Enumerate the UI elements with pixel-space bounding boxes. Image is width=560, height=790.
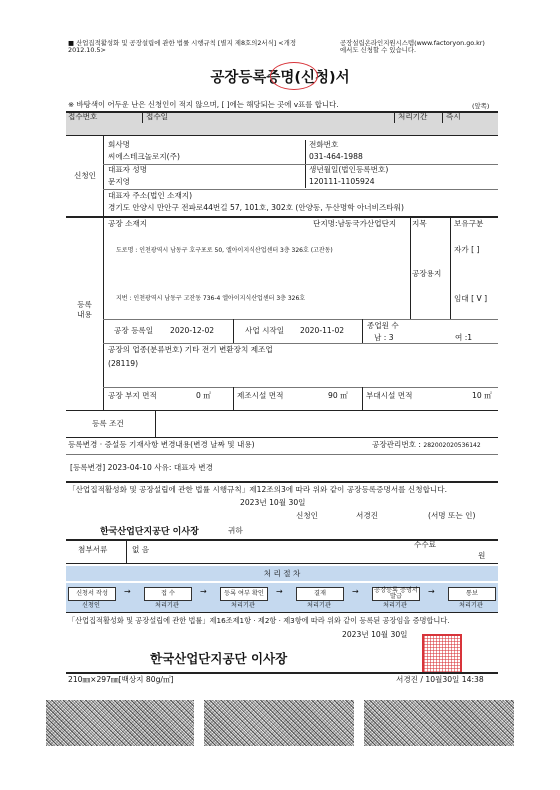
employees-female: 여 :1: [455, 333, 473, 342]
industry-code: (28119): [108, 359, 139, 368]
step-issue-actor: 처리기관: [383, 602, 407, 609]
step-approve: 결재: [296, 587, 344, 601]
receipt-row: [66, 111, 498, 135]
certificate-text: 「산업집적활성화 및 공장설립에 관한 법률」제16조제1항 · 제2항 · 제3항에 따라 위와 같이 등록된 공장임을 증명합니다.: [68, 616, 450, 625]
birth-label: 생년월일(법인등록번호): [309, 165, 389, 174]
ownership-label: 보유구분: [454, 219, 484, 228]
red-circle-mark: [270, 62, 318, 90]
land-category-value: 공장용지: [412, 269, 442, 278]
fee-unit: 원: [478, 551, 486, 560]
certificate-date: 2023년 10월 30일: [342, 630, 408, 639]
receipt-no-label: 접수번호: [68, 112, 98, 121]
step-verify: 등록 여부 확인: [220, 587, 268, 601]
fee-label: 수수료: [414, 540, 437, 549]
employees-male: 남 : 3: [374, 333, 394, 342]
law-reference: ■ 산업집적활성화 및 공장설립에 관한 법률 시행규칙 [별지 제8호의2서식] <개정 2012.10.5>: [68, 39, 296, 55]
company-value: 씨에스테크놀로지(주): [108, 152, 180, 161]
arrow-icon: →: [352, 587, 359, 596]
start-date-label: 사업 시작일: [245, 326, 285, 335]
mfg-area-label: 제조시설 면적: [237, 391, 284, 400]
registration-section-label: 등록 내용: [77, 300, 92, 319]
applicant-sign-name: 서경진: [356, 511, 379, 520]
addressee: 한국산업단지공단 이사장: [100, 527, 199, 537]
address-value: 경기도 안양시 만안구 전파로44번길 57, 101호, 302호 (안양동, 두산명학 아너비즈타워): [108, 203, 404, 212]
addressee-suffix: 귀하: [228, 526, 243, 535]
arrow-icon: →: [200, 587, 207, 596]
certificate-issuer: 한국산업단지공단 이사장: [150, 651, 288, 666]
address-label: 대표자 주소(법인 소재지): [108, 191, 193, 200]
industry-value: 기타 전기 변환장치 제조업: [184, 345, 273, 354]
birth-value: 120111-1105924: [309, 177, 375, 186]
issue-stamp: 서경진 / 10월30일 14:38: [396, 675, 484, 684]
company-label: 회사명: [108, 140, 131, 149]
phone-value: 031-464-1988: [309, 152, 363, 161]
arrow-icon: →: [276, 587, 283, 596]
step-issue: 공장등록 증명서발급: [372, 587, 420, 601]
step-receive: 접 수: [144, 587, 192, 601]
step-notify-actor: 처리기관: [459, 602, 483, 609]
reg-date-value: 2020-12-02: [170, 326, 215, 335]
attachment-label: 첨부서류: [78, 545, 108, 554]
step-approve-actor: 처리기관: [307, 602, 331, 609]
rep-label: 대표자 성명: [108, 165, 148, 174]
aux-area-label: 부대시설 면적: [366, 391, 413, 400]
applicant-sign-label: 신청인: [296, 511, 319, 520]
security-pattern: [364, 700, 514, 746]
location-label: 공장 소재지: [108, 219, 148, 228]
phone-label: 전화번호: [309, 140, 339, 149]
arrow-icon: →: [124, 587, 131, 596]
changes-label: 등록변경 · 증설등 기재사항 변경내용(변경 날짜 및 내용): [68, 440, 255, 449]
mfg-area-value: 90 ㎡: [328, 391, 348, 400]
receipt-date-label: 접수일: [146, 112, 169, 121]
start-date-value: 2020-11-02: [300, 326, 345, 335]
paper-spec: 210㎜×297㎜[백상지 80g/㎡]: [68, 675, 174, 684]
step-apply: 신청서 작성: [68, 587, 116, 601]
changes-content: [등록변경] 2023-04-10 사유: 대표자 변경: [70, 463, 213, 472]
land-category-label: 지목: [412, 219, 427, 228]
applicant-section-label: 신청인: [74, 171, 97, 180]
signature-hint: (서명 또는 인): [428, 511, 476, 520]
page-title: 공장등록증명(신청)서: [210, 70, 350, 86]
declaration-text: 「산업집적활성화 및 공장설립에 관한 법률 시행규칙」제12조의3에 따라 위와 같이 공장등록증명서를 신청합니다.: [68, 485, 447, 494]
page-side: (앞쪽): [472, 102, 490, 110]
form-note: ※ 바탕색이 어두운 난은 신청인이 적지 않으며, [ ]에는 해당되는 곳에 v표를 합니다.: [68, 100, 339, 109]
employees-label: 종업원 수: [367, 321, 399, 330]
security-pattern: [46, 700, 194, 746]
ownership-own: 자가 [ ]: [454, 245, 480, 254]
rep-value: 문지영: [108, 177, 131, 186]
declaration-date: 2023년 10월 30일: [240, 498, 306, 507]
aux-area-value: 10 ㎡: [472, 391, 492, 400]
lot-address: 지번 : 인천광역시 남동구 고잔동 736-4 엘아이지식산업센터 3층 326호: [116, 295, 306, 302]
site-area-label: 공장 부지 면적: [108, 391, 157, 400]
step-apply-actor: 신청인: [82, 602, 100, 609]
industry-label: 공장의 업종(분류번호) 기타 전기 변환장치 제조업: [108, 345, 273, 354]
condition-label: 등록 조건: [92, 419, 124, 428]
arrow-icon: →: [428, 587, 435, 596]
step-receive-actor: 처리기관: [155, 602, 179, 609]
mgmt-number: 공장관리번호 : 282002020536142: [372, 440, 481, 449]
step-verify-actor: 처리기관: [231, 602, 255, 609]
reg-date-label: 공장 등록일: [114, 326, 154, 335]
period-label: 처리기간: [398, 112, 428, 121]
complex-name: 단지명:남동국가산업단지: [313, 219, 397, 228]
step-notify: 통보: [448, 587, 496, 601]
attachment-value: 없 음: [132, 545, 150, 554]
ownership-lease: 임대 [ V ]: [454, 294, 488, 303]
online-system-note: 공장설립온라인지원시스템(www.factoryon.go.kr) 에서도 신청할 수 있습니다.: [340, 39, 485, 55]
period-value: 즉시: [446, 112, 461, 121]
site-area-value: 0 ㎡: [196, 391, 211, 400]
procedure-title: 처 리 절 차: [263, 569, 301, 578]
security-pattern: [204, 700, 354, 746]
official-seal: [422, 634, 462, 674]
road-address: 도로명 : 인천광역시 남동구 호구포로 50, 엘아이지식산업센터 3층 326호 (고잔동): [116, 247, 333, 254]
